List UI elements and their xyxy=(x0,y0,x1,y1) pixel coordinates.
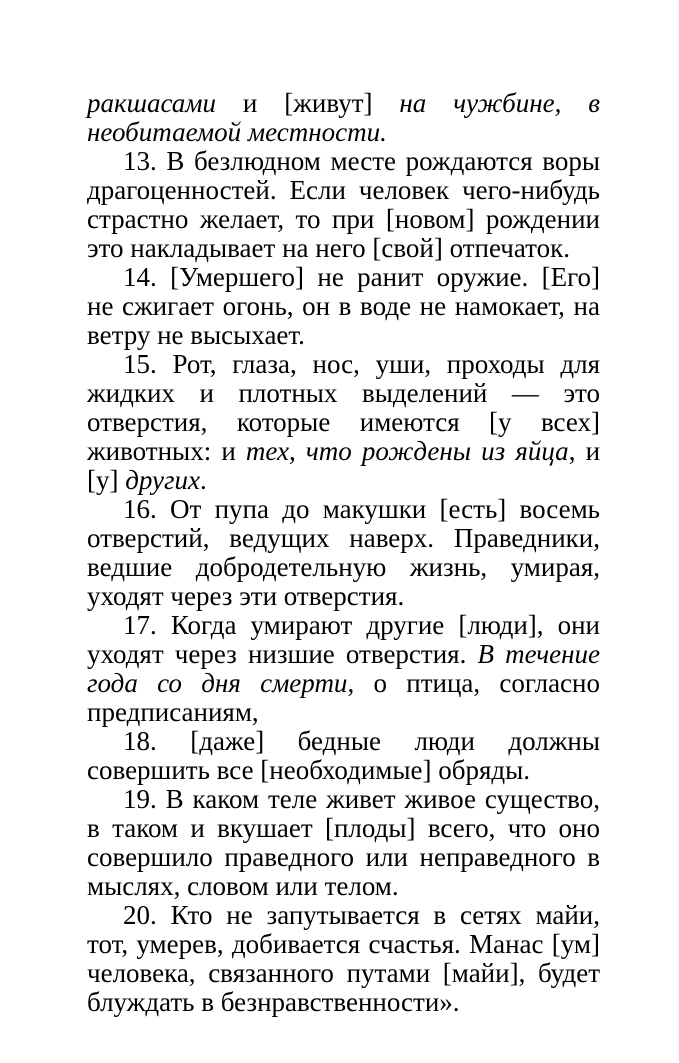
text-run: , и [у] xyxy=(87,436,601,495)
text-run: 13. В безлюдном месте рождаются воры драгоценностей. Если человек чего-нибудь страстно желает, то при [новом] рождении это накладывает на него [свой] отпечаток. xyxy=(87,146,600,263)
text-run: на чужбине, в необитаемой местности. xyxy=(87,88,600,147)
text-run: тех, что рождены из яйца xyxy=(245,436,569,466)
paragraph xyxy=(87,611,600,727)
paragraph xyxy=(87,785,600,901)
text-run: других xyxy=(125,465,201,495)
text-run: 20. Кто не запутывается в сетях майи, тот, умерев, добивается счастья. Манас [ум] человека, связанного путами [майи], будет блуждать в безнравственности». xyxy=(87,900,600,1017)
text-run: 17. Когда умирают другие [люди], они уходят через низшие отверстия. xyxy=(87,610,600,669)
paragraph xyxy=(87,727,600,785)
text-run: 18. [даже] бедные люди должны совершить все [необходимые] обряды. xyxy=(87,726,600,785)
text-run: 14. [Умершего] не ранит оружие. [Его] не сжигает огонь, он в воде не намокает, на ветру не высыхает. xyxy=(87,262,600,350)
text-run: и [живут] xyxy=(216,88,400,118)
text-run: В течение года со дня смерти xyxy=(87,639,600,698)
paragraph xyxy=(87,350,600,495)
text-run: 16. От пупа до макушки [есть] восемь отверстий, ведущих наверх. Праведники, ведшие добродетельную жизнь, умирая, уходят через эти отверстия. xyxy=(87,494,600,611)
text-run: 15. Рот, глаза, нос, уши, проходы для жидких и плотных выделений — это отверстия, которые имеются [у всех] животных: и xyxy=(87,349,600,466)
text-run: , о птица, согласно предписаниям, xyxy=(87,668,600,727)
text-run: . xyxy=(200,465,207,495)
paragraph xyxy=(87,147,600,263)
paragraph xyxy=(87,495,600,611)
text-run: ракшасами xyxy=(87,88,217,118)
paragraph xyxy=(87,263,600,350)
paragraph xyxy=(87,901,600,1017)
text-run: 19. В каком теле живет живое существо, в таком и вкушает [плоды] всего, что оно совершило праведного или неправедного в мыслях, словом или телом. xyxy=(87,784,600,901)
text-column xyxy=(87,89,600,1017)
paragraph xyxy=(87,89,600,147)
